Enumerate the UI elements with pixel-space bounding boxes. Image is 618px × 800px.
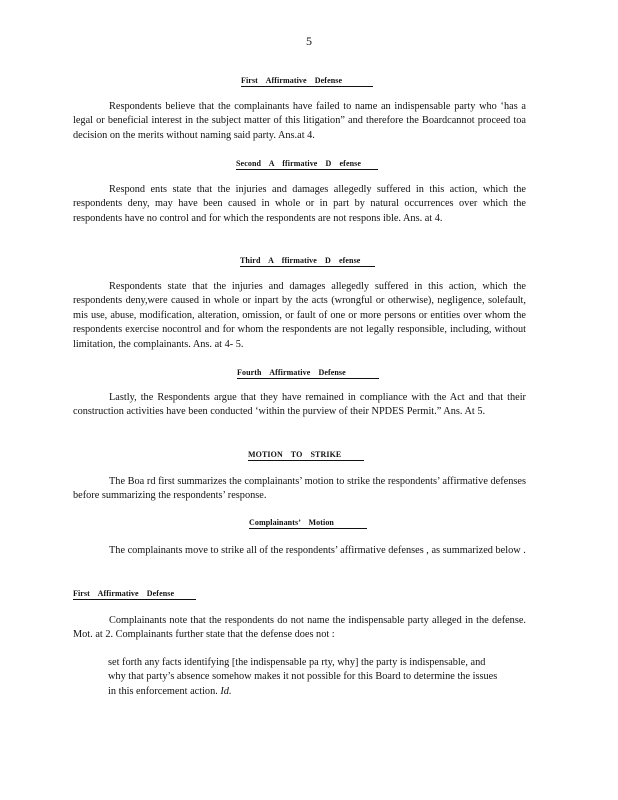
block-quote-citation: Id. xyxy=(220,685,232,697)
block-quote-text: set forth any facts identifying [the indispensable pa rty, why] the party is indispensable, and why that party’s absence somehow makes it not possible for this Board to determine the issues in this enforcement action. xyxy=(108,657,498,697)
paragraph-complainants-motion xyxy=(73,544,526,558)
paragraph-second-affirmative-text: Respond ents state that the injuries and damages allegedly suffered in this action, which the respondents deny, may have been caused in whole or in part by natural occurrences over which the respondents have no control and for which the respondents are not respons ible. Ans. at 4. xyxy=(73,184,526,224)
block-quote xyxy=(108,656,498,699)
paragraph-fourth-affirmative xyxy=(73,391,526,420)
paragraph-third-affirmative-text: Respondents state that the injuries and damages allegedly suffered in this action, which the respondents deny,were caused in whole or inpart by the acts (wrongful or otherwise), negligence, solefault, mis use, abuse, modification, alteration, omission, or fault of one or more persons or entities over whom the respondents exercise nocontrol and for whom the respondents are not legally responsible, including, without limitation, the complainants. Ans. at 4- 5. xyxy=(73,281,526,350)
paragraph-motion-to-strike xyxy=(73,475,526,504)
paragraph-first-affirmative-text: Respondents believe that the complainants have failed to name an indispensable party who ‘has a legal or beneficial interest in the subject matter of this litigation” and therefore the Boardcannot proceed toa decision on the merits without naming said party. Ans.at 4. xyxy=(73,101,526,141)
paragraph-fourth-affirmative-text: Lastly, the Respondents argue that they have remained in compliance with the Act and that their construction activities have been conducted ‘within the purview of their NPDES Permit.” Ans. At 5. xyxy=(73,392,526,418)
page-number: 5 xyxy=(306,34,312,48)
paragraph-second-affirmative xyxy=(73,183,526,226)
heading-third-affirmative-defense: Third A ffirmative D efense xyxy=(240,256,375,267)
heading-fourth-affirmative-defense: Fourth Affirmative Defense xyxy=(237,368,379,379)
heading-complainants-motion: Complainants’ Motion xyxy=(249,518,367,529)
paragraph-first-affirmative-complainants-text: Complainants note that the respondents do not name the indispensable party alleged in the defense. Mot. at 2. Complainants further state that the defense does not : xyxy=(73,615,526,641)
paragraph-first-affirmative xyxy=(73,100,526,143)
heading-first-affirmative-defense: First Affirmative Defense xyxy=(241,76,373,87)
heading-motion-to-strike: MOTION TO STRIKE xyxy=(248,450,364,461)
paragraph-motion-to-strike-text: The Boa rd first summarizes the complainants’ motion to strike the respondents’ affirmative defenses before summarizing the respondents’ response. xyxy=(73,476,526,502)
paragraph-first-affirmative-complainants xyxy=(73,614,526,643)
heading-first-affirmative-defense-complainants: First Affirmative Defense xyxy=(73,589,196,600)
paragraph-third-affirmative xyxy=(73,280,526,352)
heading-second-affirmative-defense: Second A ffirmative D efense xyxy=(236,159,378,170)
paragraph-complainants-motion-text: The complainants move to strike all of the respondents’ affirmative defenses , as summarized below . xyxy=(109,545,526,556)
